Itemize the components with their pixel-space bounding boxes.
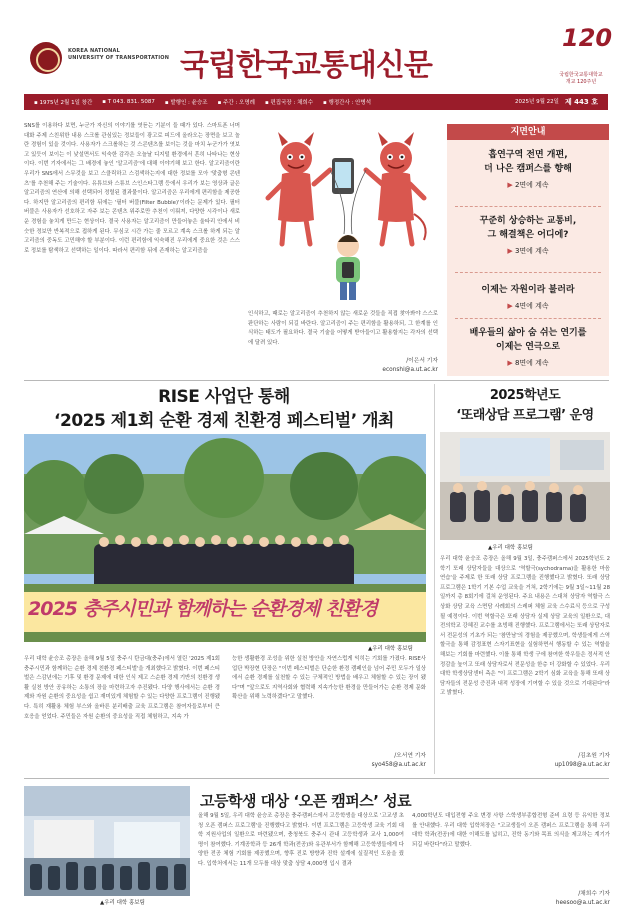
anniversary-emblem: 120 <box>562 24 613 52</box>
open-campus-photo <box>24 786 190 896</box>
section-divider <box>24 778 609 779</box>
article3-caption: ▲우리 대학 홍보팀 <box>100 900 145 906</box>
publication-info-bar <box>24 94 608 110</box>
newspaper-title: 국립한국교통대신문 <box>180 48 432 83</box>
university-english-name: KOREA NATIONAL UNIVERSITY OF TRANSPORTATION <box>68 48 170 61</box>
peer-counseling-photo <box>440 432 610 540</box>
index-divider <box>455 318 601 319</box>
article2-headline-2: ‘또래상담 프로그램’ 운영 <box>456 408 594 423</box>
algorithm-illustration <box>248 124 438 306</box>
article1-text-1: 우리 대학 윤승조 총장은 올해 9월 5일 충주시 탄금대(충주)에서 열린 '2025 제1회 충주시민과 함께하는 순환 경제 친환경 페스티벌'을 개최했다고 밝혔다. 이번 페스티벌은 스감년에는 기후 및 환경 문제에 대한 인식 제고 스순환 경제 기반의 친환경 생활 실천 방안 공유하는 소통의 장을 마련하고자 추진됐다. 다양 행사에서는 순환 경제와 자원 순환의 중요성을 쉽고 재미있게 체험할 수 있는 다양한 프로그램이 진행됐다. 특히 재활용 체험 부스와 올바른 분리배출 교육 프로그램은 참여자들로부터 큰 호응을 얻었다. 주민들은 자원 순환의 중요성을 직접 체험하고, 지속 가 <box>24 656 220 720</box>
article2-caption: ▲우리 대학 홍보팀 <box>488 545 533 551</box>
index-item-theater[interactable]: 배우들의 삶아 숨 쉬는 연기를 이제는 연극으로 ▶ 8면에 계속 <box>469 328 587 367</box>
article3-text-1: 올해 9월 5일, 우리 대학 윤승조 총장은 충주캠퍼스에서 고등학생을 대상으로 '고교생 초청 오픈 캠퍼스 프로그램'을 진행했다고 밝혔다. 이번 프로그램은 고등학생 교육 기회 대학 지원사업의 일환으로 마련됐으며, 충청북도 충주시 관내 고등학생과 교사 1,000여 명이 참여했다. 기계공학과 등 26개 학과(전공)와 유관부서가 함께해 고등학생들에게 다양한 전공 체험 기회를 제공했으며, 향후 진로 방향과 진학 설계에 실질적인 도움을 줬다. 입학처에서는 11개 모두를 대상 맞춤 상담 4,000명 입시 결과 <box>198 813 404 867</box>
index-header: 지면안내 <box>447 124 609 140</box>
triangle-icon: ▶ <box>507 247 513 255</box>
article2-text: 우리 대학 윤승조 총장은 올해 9월 3일, 충주캠퍼스에서 2025학년도 2학기 또래 상담자들을 대상으로 '역할극(sychodrama)을 활용한 마음 연습'을 주제로 한 또래 상담 프로그램을 진행했다고 밝혔다. 또래 상담 프로그램은 1학기 기본 수업 교육을 거쳐, 2학기에는 9월 3일~11월 28일까지 총 8회기에 걸쳐 운영된다. 주요 내용은 스대처 상담자 역할극 스상화 상담 교육 스면담 사례회의 스레퍼 체험 교육 스수료식 등으로 구성될 예정이다. 이번 역할극은 또래 상담자 실제 상담 교육의 일환으로, 대전의학교 강혜진 교수를 초빙해 진행했다. 프로그램에서는 또래 상담자로서 전문성의 기초가 되는 '참만남'의 경험을 제공했으며, 학생들에게 스역할극을 통해 감정표현 스자기표현을 실험하면서 행동할 수 있는 역할을 해보는 기회를 마련했다. 이를 통해 학생 구에 참여한 학우들은 정서적 안정감을 높이고 또래 상담자로서 전문성을 한층 더 강화할 수 있었다. 우리 대학 학생상담센터 측은 "이 프로그램은 2학기 심화 교육을 통해 또래 상담자들의 전문성 증진과 내적 성장에 기여할 수 있을 것으로 기대된다"라고 밝혔다. <box>440 556 610 697</box>
editor: ▪ 편집국장 : 채희수 <box>265 100 314 106</box>
anniversary-text: 국립한국교통대학교 개교 120주년 <box>559 72 603 85</box>
index-item-smoking[interactable]: 흡연구역 전면 개편, 더 나은 캠퍼스를 향해 ▶ 2면에 계속 <box>484 150 572 189</box>
column-text-2: 인식하고, 때로는 알고리즘이 추천하지 않는 새로운 것들을 직접 찾아봐야 스스로 판단하는 사람이 되길 바란다. 알고리즘이 주는 편리함을 활용하되, 그 한계를 인식하는 태도가 필요하다. 결국 기술을 어떻게 받아들이고 활용할지는 각자의 선택에 달려 있다. <box>248 311 438 346</box>
festival-banner-text: 2025 충주시민과 함께하는 순환경제 친환경 <box>28 598 378 620</box>
index-item-resources[interactable]: 이제는 자원이라 불러라 ▶ 4면에 계속 <box>481 285 575 310</box>
column-reporter: /이은서 기자 <box>406 358 438 364</box>
article1-text-2: 능한 생활환경 조성을 위한 실천 방안을 자연스럽게 익히는 기회를 가졌다. RISE사업단 박장현 단장은 "이번 페스티벌은 단순한 환경 캠페인을 넘어 주민 모두가 일상에서 순환 경제를 실천할 수 있는 구체적인 방법을 배우고 체험할 수 있는 장이 됐다"며 "앞으로도 지역사회와 협력해 지속가능한 환경을 만들어가는 순환 경제 문화 확산을 위해 노력하겠다"고 말했다. <box>232 656 426 701</box>
triangle-icon: ▶ <box>507 302 513 310</box>
article2-reporter: /김초원 기자 <box>578 753 610 759</box>
director: ▪ 주간 : 오명례 <box>217 100 255 106</box>
article3-email: heesoo@a.ut.ac.kr <box>555 900 610 906</box>
column-text-1: SNS를 이용하다 보면, 누군가 자신의 이야기를 엿듣는 기분이 들 때가 있다. 스마트폰 너머 대화 주제 스친위한 내용 스크롤 관심있는 정보들이 광고로 피드에 올라오는 장면을 보고 놀란 경험이 있을 것이다. 사용자가 스크롤하는 것 스콘텐츠를 보이는 것을 마치 누군가가 엿보고 있듯이 보이는 이 낯설면서도 익숙한 감각은 오늘날 디지털 환경에서 흔히 나타나는 현상이다. 이번 기자에서는 그 배경에 놓인 '알고리즘'에 대해 이야기해 보고 한다. 알고리즘이란 우리가 SNS에서 스무것을 보고 스클릭하고 스검색하는지에 대한 정보를 모아 '맞춤형 콘텐츠'를 추천해 주는 기술이다. 유튜브와 스튜브 스인스타그램 등에서 우리가 보는 영상과 글은 알고리즘의 연산에 의해 선택되어 정렬된 결과물이다. 알고리즘은 우리에게 편리함을 제공한다. 하지만 알고리즘의 편리함 뒤에는 '필터 버블(Filter Bubble)'이라는 문제가 있다. 필터 버블은 사용자가 선호하고 자주 보는 콘텐츠 위주로만 추천이 이뤄져, 다양한 시각이나 새로운 경험을 놓치게 만드는 현상이다. 결국 사용자는 알고리즘이 만들어놓은 울타리 안에서 비슷한 정보만 반복적으로 접하게 된다. 무심코 시간 가는 줄 모르고 계속 스크롤 하게 되는 알고리즘의 중독도 고민해야 할 부분이다. 이런 편리함에 익숙해진 우리에게 중요한 것은 스스로 정보를 탐색하고 선택하는 일이다. 따라서 편리함 뒤에 존재하는 알고리즘을 <box>24 123 240 254</box>
issue-number: 제 443 호 <box>564 98 598 106</box>
article1-email: syo458@a.ut.ac.kr <box>371 762 426 768</box>
article1-headline-2: ‘2025 제1회 순환 경제 친환경 페스티벌’ 개최 <box>54 411 394 431</box>
publisher: ▪ 발행인 : 윤승조 <box>164 100 208 106</box>
phone-number: ▪ T 043. 831. 5087 <box>102 99 155 105</box>
index-item-transport[interactable]: 꾸준히 상승하는 교통비, 그 해결책은 어디에? ▶ 3면에 계속 <box>479 216 577 255</box>
column-divider <box>434 384 435 774</box>
founded-date: ▪ 1975년 2월 1일 창간 <box>34 100 93 106</box>
article1-caption: ▲우리 대학 홍보팀 <box>368 646 413 652</box>
index-divider <box>455 272 601 273</box>
triangle-icon: ▶ <box>507 181 513 189</box>
issue-date: 2025년 9월 22일 <box>515 99 559 105</box>
article1-headline-1: RISE 사업단 통해 <box>158 387 290 407</box>
printer: ▪ 행정간사 : 안병석 <box>323 100 372 106</box>
article1-reporter: /오서연 기자 <box>394 753 426 759</box>
column-email: econshi@a.ut.ac.kr <box>382 367 438 373</box>
article2-email: up1098@a.ut.ac.kr <box>554 762 610 768</box>
section-divider <box>24 380 609 381</box>
article3-headline: 고등학생 대상 ‘오픈 캠퍼스’ 성료 <box>200 792 412 810</box>
index-divider <box>455 206 601 207</box>
article3-reporter: /채희수 기자 <box>578 891 610 897</box>
triangle-icon: ▶ <box>507 359 513 367</box>
university-logo <box>30 42 62 74</box>
article2-headline-1: 2025학년도 <box>489 388 561 403</box>
article3-text-2: 4,000학년도 대입전형 주요 변경 사항 스학생부종합전형 준비 요령 등 유익한 정보를 안내했다. 우리 대학 입학처장은 "고교생들이 오픈 캠퍼스 프로그램을 통해 우리 대학 학과(전공)에 대한 이해도를 넓히고, 진학 동기와 목표 의식을 제고하는 계기가 되길 바란다"라고 말했다. <box>412 813 610 848</box>
